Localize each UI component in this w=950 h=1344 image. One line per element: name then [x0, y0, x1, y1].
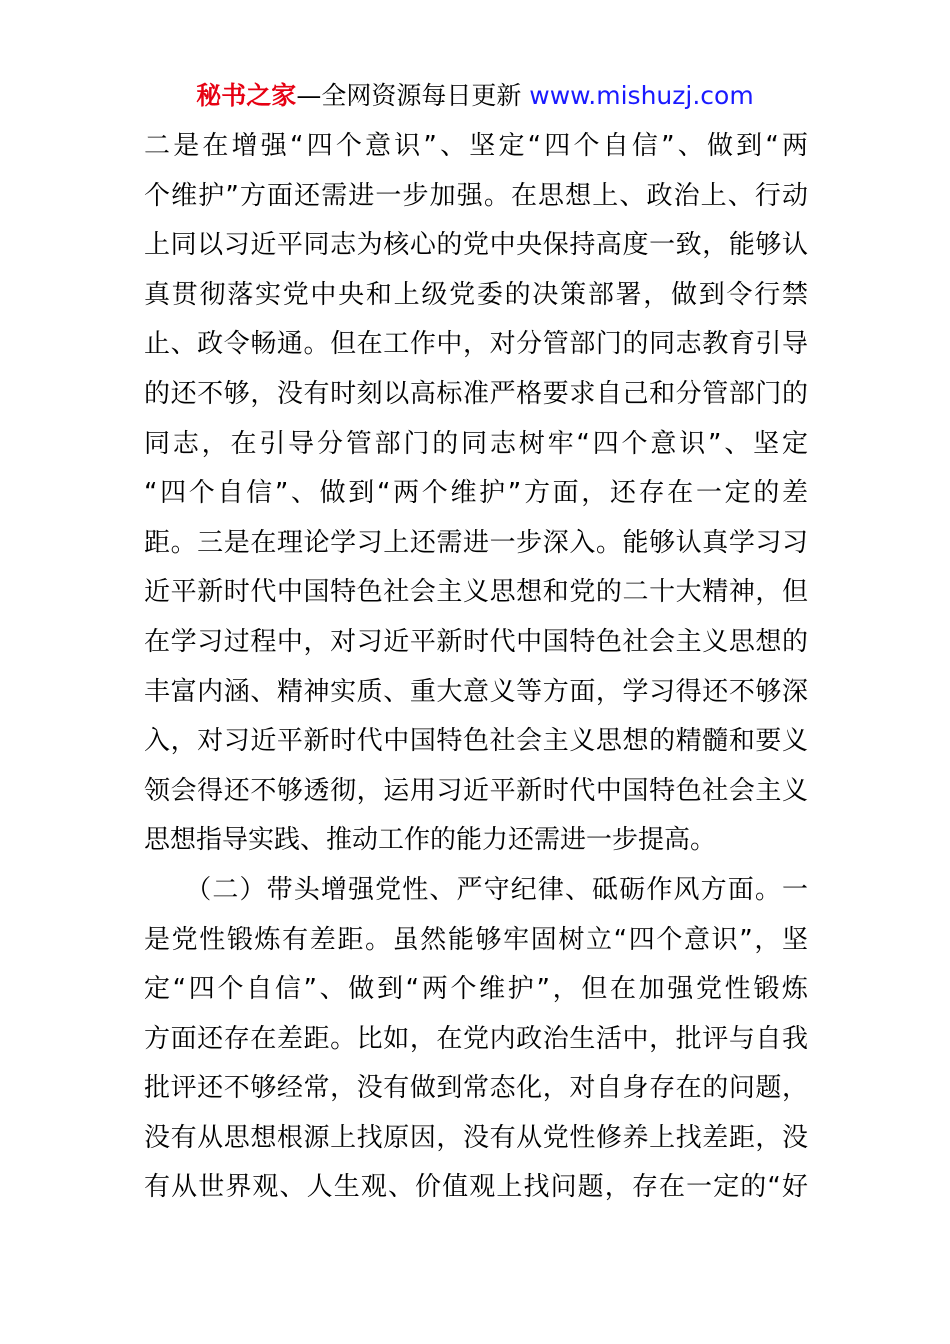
- text-line: 领会得还不够透彻，运用习近平新时代中国特色社会主义: [144, 775, 808, 806]
- text-line: 距。三是在理论学习上还需进一步深入。能够认真学习习: [144, 527, 808, 558]
- text-line: “四个自信”、做到“两个维护”方面，还存在一定的差: [144, 478, 808, 509]
- text-line: 思想指导实践、推动工作的能力还需进一步提高。: [144, 825, 717, 856]
- text-line: 的还不够，没有时刻以高标准严格要求自己和分管部门的: [144, 378, 808, 409]
- text-line: 近平新时代中国特色社会主义思想和党的二十大精神，但: [144, 577, 808, 608]
- site-brand: 秘书之家: [196, 81, 297, 110]
- site-header: [0, 80, 950, 112]
- text-line: 止、政令畅通。但在工作中，对分管部门的同志教育引导: [144, 329, 808, 360]
- text-line: 同志，在引导分管部门的同志树牢“四个意识”、坚定: [144, 428, 808, 459]
- text-line: 真贯彻落实党中央和上级党委的决策部署，做到令行禁: [144, 279, 808, 310]
- text-line: 入，对习近平新时代中国特色社会主义思想的精髓和要义: [144, 726, 808, 757]
- text-line: 二是在增强“四个意识”、坚定“四个自信”、做到“两: [144, 131, 808, 161]
- text-line: 个维护”方面还需进一步加强。在思想上、政治上、行动: [144, 180, 808, 211]
- site-url[interactable]: www.mishuzj.com: [529, 81, 754, 110]
- section-heading-line: （二）带头增强党性、严守纪律、砥砺作风方面。一: [144, 874, 808, 905]
- text-line: 丰富内涵、精神实质、重大意义等方面，学习得还不够深: [144, 676, 808, 707]
- site-tagline: —全网资源每日更新: [296, 81, 530, 110]
- text-line: 上同以习近平同志为核心的党中央保持高度一致，能够认: [144, 230, 808, 261]
- text-line: 方面还存在差距。比如，在党内政治生活中，批评与自我: [144, 1023, 808, 1054]
- text-line: 定“四个自信”、做到“两个维护”，但在加强党性锻炼: [144, 974, 808, 1005]
- text-line: 没有从思想根源上找原因，没有从党性修养上找差距，没: [144, 1122, 808, 1153]
- text-line: 有从世界观、人生观、价值观上找问题，存在一定的“好: [144, 1172, 808, 1203]
- text-line: 批评还不够经常，没有做到常态化，对自身存在的问题，: [144, 1073, 808, 1104]
- document-body: [144, 122, 808, 1213]
- text-line: 在学习过程中，对习近平新时代中国特色社会主义思想的: [144, 626, 808, 657]
- text-line: 是党性锻炼有差距。虽然能够牢固树立“四个意识”，坚: [144, 924, 808, 955]
